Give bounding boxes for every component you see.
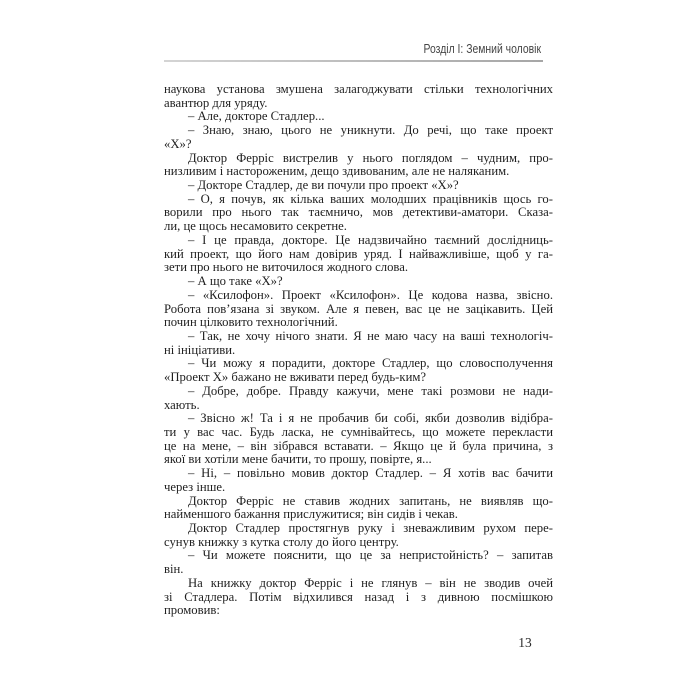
body-text <box>164 83 553 618</box>
text-line: – А що таке «Х»? <box>188 274 283 289</box>
text-line: через інше. <box>164 479 226 494</box>
text-line: – Ні, – повільно мовив доктор Стадлер. – Я хотів вас бачити <box>188 466 553 481</box>
text-line: Доктор Ферріс не ставив жодних запитань, не виявляв що- <box>188 493 553 508</box>
text-line: ворили про нього так таємничо, мов детективи-аматори. Сказа- <box>164 205 553 220</box>
paragraph <box>164 330 553 357</box>
paragraph <box>164 110 553 124</box>
paragraph <box>164 124 553 151</box>
text-line: найменшого бажання прислужитися; він сидів і чекав. <box>164 507 458 522</box>
text-line: «Проект Х» бажано не вживати перед будь-ким? <box>164 370 427 385</box>
text-line: – Чи можете пояснити, що це за непристойність? – запитав <box>188 548 553 563</box>
text-line: авантюр для уряду. <box>164 95 268 110</box>
text-line: Доктор Стадлер простягнув руку і зневажливим рухом пере- <box>188 521 553 535</box>
text-line: хають. <box>164 397 200 412</box>
text-line: – «Ксилофон». Проект «Ксилофон». Це кодова назва, звісно. <box>188 287 553 302</box>
text-line: – Але, докторе Стадлер... <box>188 109 325 124</box>
text-line: ли, це щось несамовито секретне. <box>164 219 347 234</box>
text-line: почин цілковито технологічний. <box>164 315 338 330</box>
paragraph <box>164 83 553 110</box>
paragraph <box>164 275 553 289</box>
text-line: сунув книжку з кутка столу до його центру. <box>164 534 399 549</box>
text-line: – Так, не хочу нічого знати. Я не маю часу на ваші технологіч- <box>188 328 553 343</box>
text-line: зети про нього не виточилося жодного слова. <box>164 260 409 275</box>
text-line: – Докторе Стадлер, де ви почули про проект «Х»? <box>188 178 459 193</box>
text-line: – Звісно ж! Та і я не пробачив би собі, якби дозволив відібра- <box>188 411 553 426</box>
text-line: Робота пов’язана зі звуком. Але я певен, вас це не зацікавить. Цей <box>164 301 553 316</box>
text-line: зі Стадлера. Потім відхилився назад і з дивною посмішкою <box>164 589 553 604</box>
chapter-running-header: Розділ І: Земний чоловік <box>423 41 541 56</box>
header-rule <box>164 60 543 62</box>
paragraph <box>164 289 553 330</box>
text-line: кий проект, що його нам довірив уряд. І найважливіше, щоб у га- <box>164 246 553 261</box>
text-line: ти у вас час. Будь ласка, не сумнівайтесь, що можете перекласти <box>164 424 553 439</box>
text-line: він. <box>164 562 184 577</box>
paragraph <box>164 522 553 549</box>
text-line: – Знаю, знаю, цього не уникнути. До речі, що таке проект <box>188 123 553 138</box>
text-line: – Добре, добре. Правду кажучи, мене такі розмови не нади- <box>188 383 553 398</box>
text-line: це на мене, – він зібрався вставати. – Якщо це й була причина, з <box>164 438 553 453</box>
paragraph <box>164 385 553 412</box>
paragraph <box>164 193 553 234</box>
paragraph <box>164 467 553 494</box>
paragraph <box>164 357 553 384</box>
text-line: Доктор Ферріс вистрелив у нього поглядом – чудним, про- <box>188 150 553 165</box>
text-line: якої ви хотіли мене бачити, то прошу, повірте, я... <box>164 452 432 467</box>
paragraph <box>164 549 553 576</box>
text-line: – Чи можу я порадити, докторе Стадлер, що словосполучення <box>188 356 553 371</box>
text-line: низливим і настороженим, дещо здивованим, але не наляканим. <box>164 164 510 179</box>
paragraph <box>164 179 553 193</box>
paragraph <box>164 152 553 179</box>
text-line: «Х»? <box>164 136 192 151</box>
text-line: – О, я почув, як кілька ваших молодших працівників щось го- <box>188 191 553 206</box>
text-line: промовив: <box>164 603 220 618</box>
paragraph <box>164 412 553 467</box>
text-line: – І це правда, докторе. Це надзвичайно таємний дослідниць- <box>188 232 553 247</box>
text-line: ні ініціативи. <box>164 342 236 357</box>
paragraph <box>164 495 553 522</box>
paragraph <box>164 577 553 618</box>
page-number: 13 <box>518 635 532 650</box>
text-line: наукова установа змушена залагоджувати стільки технологічних <box>164 82 553 96</box>
paragraph <box>164 234 553 275</box>
text-line: На книжку доктор Ферріс і не глянув – він не зводив очей <box>188 575 553 590</box>
